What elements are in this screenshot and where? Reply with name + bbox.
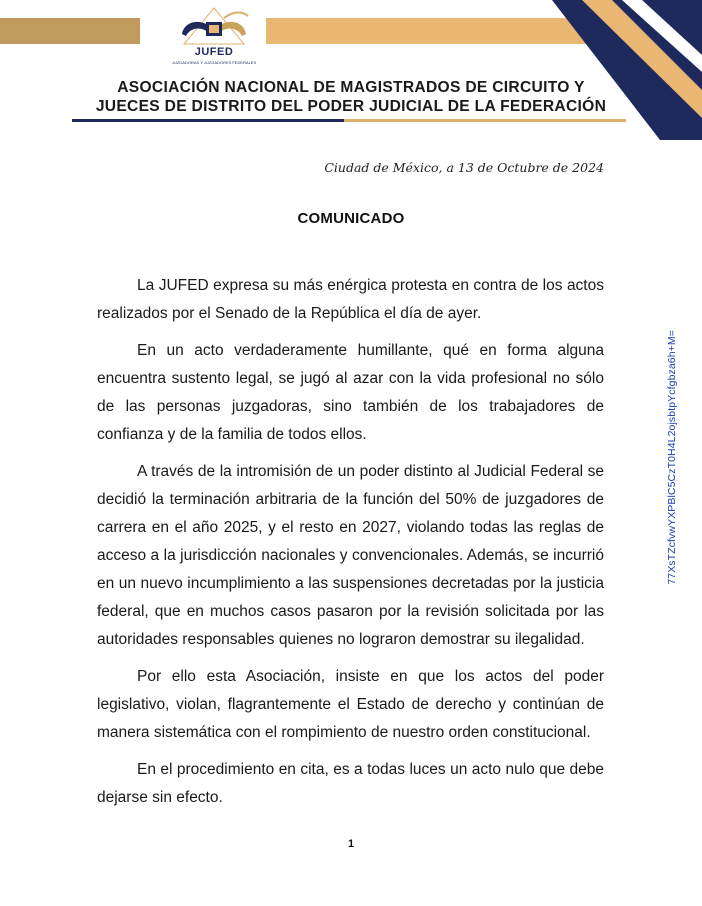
organization-name [40,78,662,116]
jufed-logo [164,4,264,74]
header-rule-navy [72,119,344,122]
body-paragraph: A través de la intromisión de un poder distinto al Judicial Federal se decidió la terminación arbitraria de la función del 50% de juzgadores de carrera en el año 2025, y el resto en 2027, violando todas las reglas de acceso a la jurisdicción nacionales y convencionales. Además, se incurrió en un nuevo incumplimiento a las suspensiones decretadas por la justicia federal, que en muchos casos pasaron por la revisión solicitada por las autoridades responsables quienes no lograron demostrar su ilegalidad. [97,463,604,648]
organization-name-line-2: JUECES DE DISTRITO DEL PODER JUDICIAL DE LA FEDERACIÓN [95,98,607,115]
page-number: 1 [347,838,355,850]
header-rule-gold [344,119,626,122]
body-paragraph: En un acto verdaderamente humillante, qué en forma alguna encuentra sustento legal, se jugó al azar con la vida profesional no sólo de las personas juzgadoras, sino también de los trabajadores de confianza y de la familia de todos ellos. [97,342,604,443]
body-paragraph: En el procedimiento en cita, es a todas luces un acto nulo que debe dejarse sin efecto. [97,761,604,806]
logo-title: JUFED [194,46,234,58]
document-title: COMUNICADO [297,210,405,227]
header-gold-bar-left [0,18,140,44]
document-body [97,272,604,821]
organization-name-line-1: ASOCIACIÓN NACIONAL DE MAGISTRADOS DE CIRCUITO Y [117,79,585,96]
verification-code: 77XsTZcfvwYXPBlC5CzT0H4L2ojsbtpYcfgbza6h+M= [666,330,678,585]
body-paragraph: La JUFED expresa su más enérgica protesta en contra de los actos realizados por el Senado de la República el día de ayer. [97,277,604,322]
logo-subtitle: JUZGADORAS Y JUZGADORES FEDERALES [171,60,257,65]
logo-emblem-icon [164,4,264,48]
body-paragraph: Por ello esta Asociación, insiste en que los actos del poder legislativo, violan, flagrantemente el Estado de derecho y continúan de manera sistemática con el rompimiento de nuestro orden constitucional. [97,668,604,741]
document-date: Ciudad de México, a 13 de Octubre de 2024 [324,160,604,175]
